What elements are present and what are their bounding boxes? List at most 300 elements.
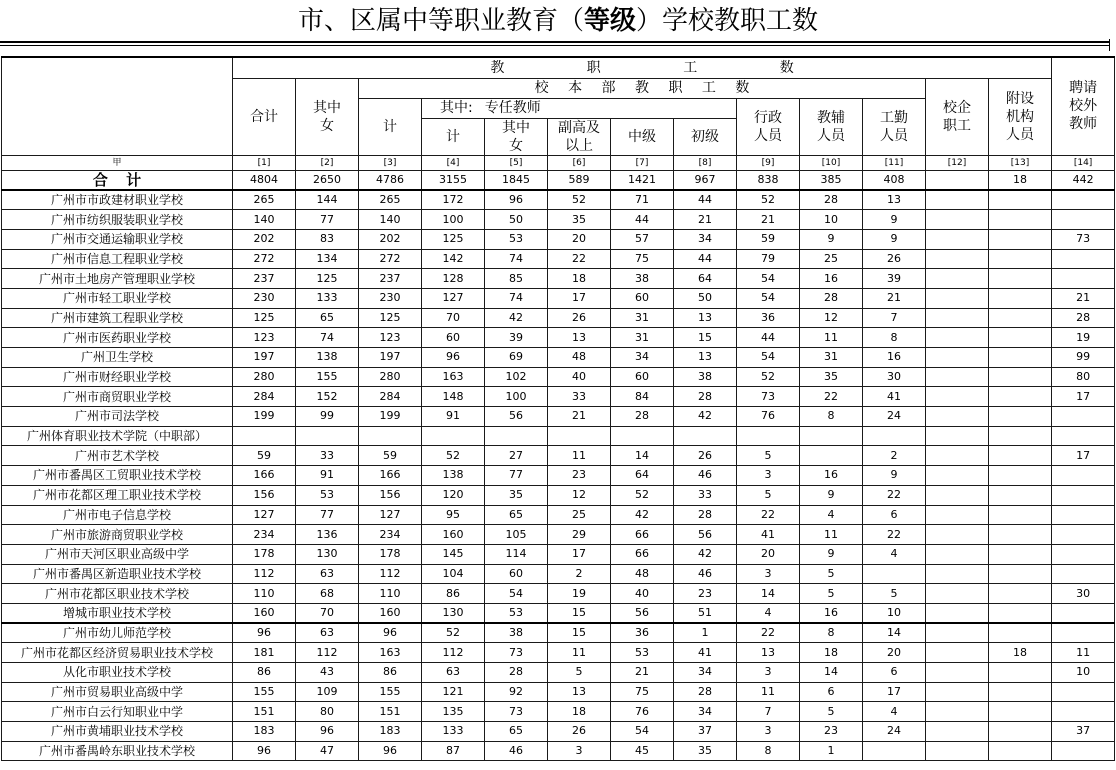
- value-col-6: 11: [548, 643, 611, 663]
- value-col-9: 8: [737, 741, 800, 761]
- value-col-7: 60: [611, 288, 674, 308]
- value-col-10: 9: [800, 544, 863, 564]
- value-col-2: 134: [296, 249, 359, 269]
- table-row: [2, 702, 1115, 722]
- value-col-4: 95: [422, 505, 485, 525]
- school-name: 广州市电子信息学校: [2, 505, 233, 525]
- value-col-9: 7: [737, 702, 800, 722]
- value-col-5: 46: [485, 741, 548, 761]
- value-col-3: 59: [359, 446, 422, 466]
- value-col-5: 77: [485, 466, 548, 486]
- value-col-4: 52: [422, 446, 485, 466]
- value-col-4: 163: [422, 367, 485, 387]
- value-col-12: [926, 308, 989, 328]
- table-row: [2, 229, 1115, 249]
- table-row: [2, 741, 1115, 761]
- value-col-11: [863, 741, 926, 761]
- value-col-8: 42: [674, 544, 737, 564]
- table-row: [2, 367, 1115, 387]
- school-name: 广州市白云行知职业中学: [2, 702, 233, 722]
- value-col-3: 202: [359, 229, 422, 249]
- value-col-4: 86: [422, 584, 485, 604]
- value-col-9: 52: [737, 367, 800, 387]
- value-col-10: 28: [800, 190, 863, 210]
- value-col-9: 54: [737, 288, 800, 308]
- value-col-9: 22: [737, 623, 800, 643]
- table-row: [2, 308, 1115, 328]
- table-row: [2, 682, 1115, 702]
- value-col-1: 178: [233, 544, 296, 564]
- table-row: [2, 387, 1115, 407]
- school-name: 广州卫生学校: [2, 348, 233, 368]
- value-col-9: 59: [737, 229, 800, 249]
- value-col-2: 47: [296, 741, 359, 761]
- value-col-7: 42: [611, 505, 674, 525]
- value-col-8: 34: [674, 229, 737, 249]
- column-index-12: [12]: [926, 155, 989, 170]
- value-col-8: 44: [674, 190, 737, 210]
- value-col-6: 18: [548, 702, 611, 722]
- value-col-3: 280: [359, 367, 422, 387]
- value-col-12: [926, 544, 989, 564]
- value-col-12: [926, 603, 989, 623]
- value-col-3: 166: [359, 466, 422, 486]
- value-col-7: 60: [611, 367, 674, 387]
- value-col-3: 155: [359, 682, 422, 702]
- header-total: 合计: [233, 78, 296, 155]
- value-col-8: 28: [674, 682, 737, 702]
- column-index-5: [5]: [485, 155, 548, 170]
- table-row: [2, 643, 1115, 663]
- value-col-7: 34: [611, 348, 674, 368]
- value-col-3: 160: [359, 603, 422, 623]
- table-row: [2, 210, 1115, 230]
- value-col-4: 135: [422, 702, 485, 722]
- value-col-7: 66: [611, 525, 674, 545]
- school-name: 从化市职业技术学校: [2, 663, 233, 683]
- school-name: 广州市幼儿师范学校: [2, 623, 233, 643]
- column-index-1: [1]: [233, 155, 296, 170]
- staff-count-table: [1, 56, 1115, 761]
- value-col-10: 8: [800, 623, 863, 643]
- value-col-5: 100: [485, 387, 548, 407]
- value-col-4: 130: [422, 603, 485, 623]
- value-col-1: 156: [233, 485, 296, 505]
- value-col-13: [989, 722, 1052, 742]
- value-col-4: 120: [422, 485, 485, 505]
- value-col-9: 73: [737, 387, 800, 407]
- value-col-10: [800, 426, 863, 446]
- column-index-7: [7]: [611, 155, 674, 170]
- value-col-5: 85: [485, 269, 548, 289]
- table-row: [2, 505, 1115, 525]
- value-col-11: 41: [863, 387, 926, 407]
- value-col-4: 121: [422, 682, 485, 702]
- value-col-13: [989, 525, 1052, 545]
- value-col-8: 13: [674, 308, 737, 328]
- value-col-14: [1052, 210, 1115, 230]
- value-col-14: [1052, 249, 1115, 269]
- value-col-6: 17: [548, 288, 611, 308]
- value-col-12: [926, 229, 989, 249]
- value-col-14: 17: [1052, 446, 1115, 466]
- page-title-suffix: ）学校教职工数: [636, 6, 819, 36]
- value-col-1: 155: [233, 682, 296, 702]
- value-col-13: [989, 387, 1052, 407]
- value-col-9: 22: [737, 505, 800, 525]
- value-col-13: [989, 407, 1052, 427]
- value-col-10: 31: [800, 348, 863, 368]
- value-col-11: 39: [863, 269, 926, 289]
- header-fulltime-female: 其中 女: [485, 118, 548, 155]
- grand-total-col-7: 1421: [611, 170, 674, 190]
- value-col-10: 8: [800, 407, 863, 427]
- value-col-2: 136: [296, 525, 359, 545]
- value-col-13: [989, 544, 1052, 564]
- value-col-1: 96: [233, 623, 296, 643]
- value-col-8: 50: [674, 288, 737, 308]
- value-col-14: 17: [1052, 387, 1115, 407]
- value-col-11: 9: [863, 229, 926, 249]
- value-col-5: 65: [485, 505, 548, 525]
- school-name: 广州市交通运输职业学校: [2, 229, 233, 249]
- value-col-14: [1052, 682, 1115, 702]
- value-col-11: 10: [863, 603, 926, 623]
- value-col-6: 29: [548, 525, 611, 545]
- value-col-5: 27: [485, 446, 548, 466]
- value-col-12: [926, 466, 989, 486]
- value-col-5: 114: [485, 544, 548, 564]
- value-col-2: 130: [296, 544, 359, 564]
- value-col-7: 28: [611, 407, 674, 427]
- value-col-6: 11: [548, 446, 611, 466]
- table-row: [2, 525, 1115, 545]
- value-col-3: 234: [359, 525, 422, 545]
- value-col-12: [926, 584, 989, 604]
- value-col-1: 125: [233, 308, 296, 328]
- value-col-10: 16: [800, 466, 863, 486]
- value-col-5: 50: [485, 210, 548, 230]
- grand-total-col-10: 385: [800, 170, 863, 190]
- value-col-13: [989, 603, 1052, 623]
- value-col-12: [926, 426, 989, 446]
- value-col-5: 53: [485, 229, 548, 249]
- value-col-12: [926, 485, 989, 505]
- value-col-13: [989, 505, 1052, 525]
- grand-total-col-9: 838: [737, 170, 800, 190]
- value-col-6: 33: [548, 387, 611, 407]
- table-row: [2, 544, 1115, 564]
- value-col-11: 6: [863, 663, 926, 683]
- value-col-12: [926, 525, 989, 545]
- value-col-7: 56: [611, 603, 674, 623]
- value-col-8: 56: [674, 525, 737, 545]
- value-col-8: 34: [674, 663, 737, 683]
- grand-total-label: 合 计: [2, 170, 233, 190]
- column-index-label: 甲: [2, 155, 233, 170]
- value-col-3: 178: [359, 544, 422, 564]
- value-col-1: 151: [233, 702, 296, 722]
- value-col-9: 79: [737, 249, 800, 269]
- value-col-14: 30: [1052, 584, 1115, 604]
- value-col-6: 15: [548, 623, 611, 643]
- grand-total-col-12: [926, 170, 989, 190]
- value-col-5: 73: [485, 702, 548, 722]
- value-col-14: 21: [1052, 288, 1115, 308]
- value-col-6: [548, 426, 611, 446]
- value-col-7: 64: [611, 466, 674, 486]
- value-col-3: 96: [359, 741, 422, 761]
- header-main-campus-subtotal: 计: [359, 98, 422, 155]
- grand-total-col-8: 967: [674, 170, 737, 190]
- value-col-3: 230: [359, 288, 422, 308]
- title-rule-tick: [1109, 39, 1110, 51]
- value-col-1: 230: [233, 288, 296, 308]
- value-col-7: 38: [611, 269, 674, 289]
- value-col-10: 11: [800, 328, 863, 348]
- column-index-10: [10]: [800, 155, 863, 170]
- page-title-prefix: 市、区属中等职业教育（: [297, 6, 584, 36]
- value-col-14: 99: [1052, 348, 1115, 368]
- value-col-11: 14: [863, 623, 926, 643]
- value-col-2: 80: [296, 702, 359, 722]
- grand-total-row: [2, 170, 1115, 190]
- value-col-6: 12: [548, 485, 611, 505]
- value-col-5: 60: [485, 564, 548, 584]
- school-name: 广州市建筑工程职业学校: [2, 308, 233, 328]
- value-col-3: 123: [359, 328, 422, 348]
- header-senior-title: 副高及 以上: [548, 118, 611, 155]
- value-col-1: 86: [233, 663, 296, 683]
- value-col-14: [1052, 426, 1115, 446]
- value-col-10: 35: [800, 367, 863, 387]
- value-col-7: 76: [611, 702, 674, 722]
- value-col-9: 3: [737, 466, 800, 486]
- value-col-13: [989, 269, 1052, 289]
- header-admin-staff: 行政 人员: [737, 98, 800, 155]
- value-col-12: [926, 328, 989, 348]
- value-col-14: [1052, 407, 1115, 427]
- grand-total-col-11: 408: [863, 170, 926, 190]
- value-col-11: [863, 564, 926, 584]
- header-affiliated-staff: 附设 机构 人员: [989, 78, 1052, 155]
- value-col-2: 99: [296, 407, 359, 427]
- value-col-8: 44: [674, 249, 737, 269]
- value-col-13: [989, 663, 1052, 683]
- value-col-9: 3: [737, 564, 800, 584]
- value-col-11: 24: [863, 407, 926, 427]
- value-col-1: 197: [233, 348, 296, 368]
- value-col-9: 5: [737, 446, 800, 466]
- value-col-12: [926, 367, 989, 387]
- value-col-4: 96: [422, 348, 485, 368]
- value-col-9: 52: [737, 190, 800, 210]
- value-col-7: 66: [611, 544, 674, 564]
- value-col-10: 10: [800, 210, 863, 230]
- value-col-13: [989, 702, 1052, 722]
- value-col-9: 21: [737, 210, 800, 230]
- value-col-13: [989, 564, 1052, 584]
- value-col-7: 52: [611, 485, 674, 505]
- value-col-8: 28: [674, 505, 737, 525]
- value-col-4: 133: [422, 722, 485, 742]
- value-col-3: [359, 426, 422, 446]
- column-index-13: [13]: [989, 155, 1052, 170]
- value-col-6: 40: [548, 367, 611, 387]
- value-col-3: 96: [359, 623, 422, 643]
- value-col-13: [989, 426, 1052, 446]
- value-col-12: [926, 702, 989, 722]
- value-col-10: 5: [800, 564, 863, 584]
- value-col-10: 4: [800, 505, 863, 525]
- value-col-5: 42: [485, 308, 548, 328]
- table-row: [2, 328, 1115, 348]
- value-col-4: 52: [422, 623, 485, 643]
- value-col-14: [1052, 702, 1115, 722]
- value-col-2: 65: [296, 308, 359, 328]
- value-col-1: 284: [233, 387, 296, 407]
- value-col-5: 54: [485, 584, 548, 604]
- value-col-1: 183: [233, 722, 296, 742]
- school-name: 广州市信息工程职业学校: [2, 249, 233, 269]
- value-col-8: 42: [674, 407, 737, 427]
- school-name: 广州市黄埔职业技术学校: [2, 722, 233, 742]
- value-col-14: 11: [1052, 643, 1115, 663]
- value-col-5: 74: [485, 288, 548, 308]
- value-col-2: 152: [296, 387, 359, 407]
- value-col-6: 13: [548, 328, 611, 348]
- value-col-4: 142: [422, 249, 485, 269]
- value-col-10: 23: [800, 722, 863, 742]
- value-col-9: 44: [737, 328, 800, 348]
- value-col-4: 145: [422, 544, 485, 564]
- value-col-6: 13: [548, 682, 611, 702]
- value-col-6: 52: [548, 190, 611, 210]
- header-female: 其中 女: [296, 78, 359, 155]
- grand-total-col-1: 4804: [233, 170, 296, 190]
- value-col-14: 19: [1052, 328, 1115, 348]
- table-row: [2, 426, 1115, 446]
- value-col-10: 9: [800, 229, 863, 249]
- value-col-13: [989, 446, 1052, 466]
- value-col-13: [989, 741, 1052, 761]
- value-col-10: 12: [800, 308, 863, 328]
- value-col-2: 33: [296, 446, 359, 466]
- table-row: [2, 407, 1115, 427]
- value-col-1: 181: [233, 643, 296, 663]
- grand-total-col-6: 589: [548, 170, 611, 190]
- title-double-rule: [0, 41, 1110, 46]
- header-fulltime-label: 专任教师: [484, 100, 541, 116]
- value-col-3: 156: [359, 485, 422, 505]
- value-col-5: [485, 426, 548, 446]
- value-col-10: 16: [800, 603, 863, 623]
- value-col-5: 69: [485, 348, 548, 368]
- value-col-2: 43: [296, 663, 359, 683]
- value-col-6: 15: [548, 603, 611, 623]
- value-col-1: 96: [233, 741, 296, 761]
- school-name: 广州市司法学校: [2, 407, 233, 427]
- value-col-5: 102: [485, 367, 548, 387]
- grand-total-col-14: 442: [1052, 170, 1115, 190]
- header-main-campus-group: 校 本 部 教 职 工 数: [359, 78, 926, 98]
- value-col-5: 56: [485, 407, 548, 427]
- value-col-1: 272: [233, 249, 296, 269]
- value-col-3: 284: [359, 387, 422, 407]
- value-col-12: [926, 643, 989, 663]
- header-enterprise-staff: 校企 职工: [926, 78, 989, 155]
- value-col-11: 13: [863, 190, 926, 210]
- value-col-1: 127: [233, 505, 296, 525]
- value-col-14: 28: [1052, 308, 1115, 328]
- value-col-1: 59: [233, 446, 296, 466]
- header-fulltime-prefix: 其中:: [440, 100, 473, 116]
- table-row: [2, 348, 1115, 368]
- header-junior-title: 初级: [674, 118, 737, 155]
- value-col-6: 17: [548, 544, 611, 564]
- value-col-8: 46: [674, 466, 737, 486]
- value-col-2: 112: [296, 643, 359, 663]
- value-col-11: 7: [863, 308, 926, 328]
- value-col-2: 77: [296, 210, 359, 230]
- value-col-13: [989, 348, 1052, 368]
- value-col-11: 2: [863, 446, 926, 466]
- value-col-13: 18: [989, 643, 1052, 663]
- value-col-14: 10: [1052, 663, 1115, 683]
- value-col-11: 16: [863, 348, 926, 368]
- value-col-6: 18: [548, 269, 611, 289]
- value-col-5: 96: [485, 190, 548, 210]
- value-col-7: 14: [611, 446, 674, 466]
- value-col-10: 18: [800, 643, 863, 663]
- value-col-2: 109: [296, 682, 359, 702]
- table-row: [2, 584, 1115, 604]
- value-col-1: 280: [233, 367, 296, 387]
- page-title: [0, 4, 1116, 38]
- value-col-3: 265: [359, 190, 422, 210]
- value-col-13: [989, 682, 1052, 702]
- value-col-6: 48: [548, 348, 611, 368]
- value-col-2: 155: [296, 367, 359, 387]
- value-col-12: [926, 741, 989, 761]
- value-col-7: 21: [611, 663, 674, 683]
- value-col-8: 26: [674, 446, 737, 466]
- column-index-9: [9]: [737, 155, 800, 170]
- value-col-8: 1: [674, 623, 737, 643]
- value-col-12: [926, 387, 989, 407]
- value-col-6: 25: [548, 505, 611, 525]
- value-col-7: 48: [611, 564, 674, 584]
- value-col-10: [800, 446, 863, 466]
- value-col-4: 104: [422, 564, 485, 584]
- value-col-12: [926, 446, 989, 466]
- value-col-3: 86: [359, 663, 422, 683]
- value-col-11: 17: [863, 682, 926, 702]
- table-row: [2, 249, 1115, 269]
- header-fulltime-subtotal: 计: [422, 118, 485, 155]
- value-col-10: 16: [800, 269, 863, 289]
- value-col-14: [1052, 466, 1115, 486]
- value-col-12: [926, 348, 989, 368]
- table-row: [2, 564, 1115, 584]
- table-row: [2, 269, 1115, 289]
- value-col-9: [737, 426, 800, 446]
- value-col-3: 140: [359, 210, 422, 230]
- value-col-12: [926, 210, 989, 230]
- value-col-11: 22: [863, 525, 926, 545]
- value-col-1: 140: [233, 210, 296, 230]
- school-name: 广州市旅游商贸职业学校: [2, 525, 233, 545]
